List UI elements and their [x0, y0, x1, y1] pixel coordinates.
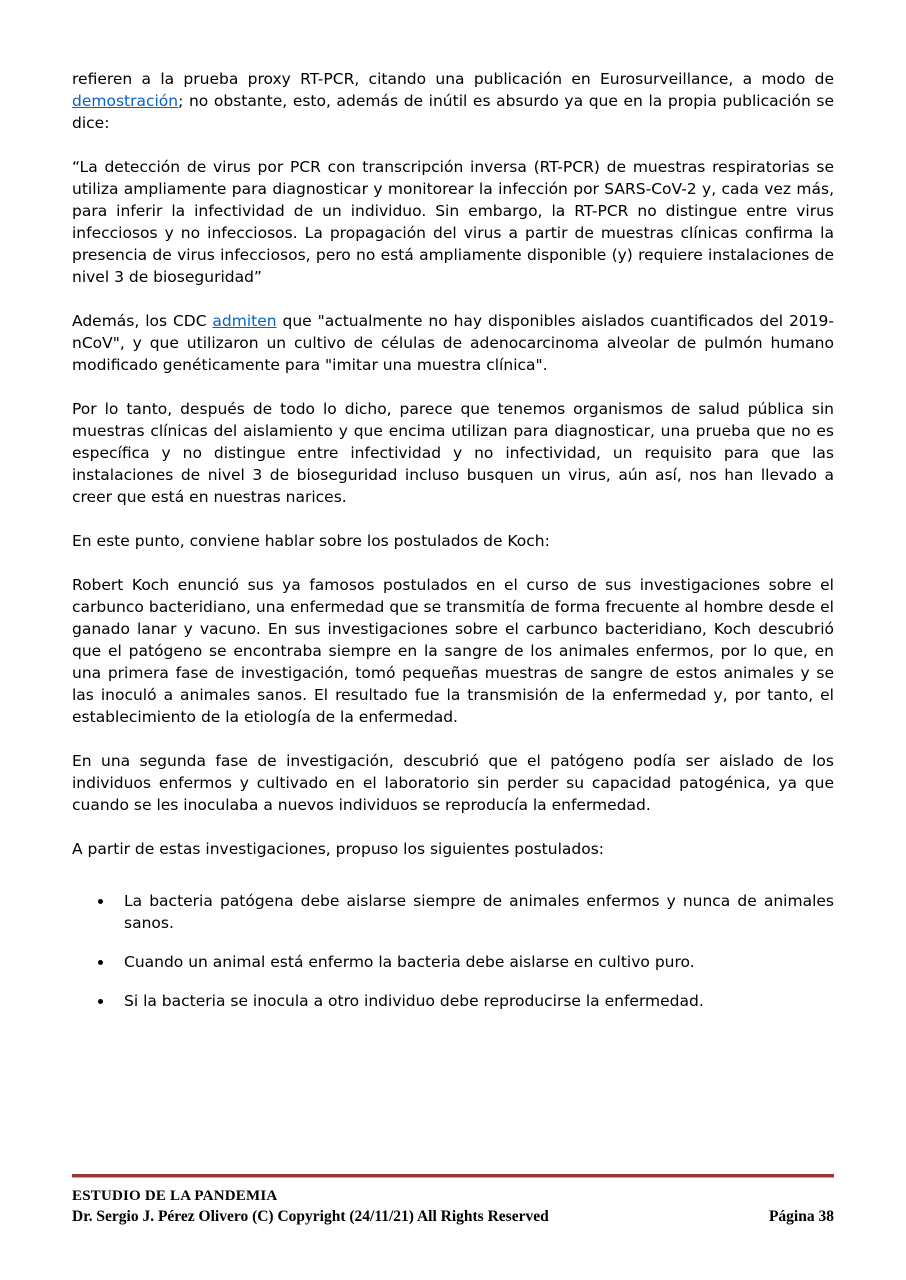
paragraph-quote-pcr: “La detección de virus por PCR con transcripción inversa (RT-PCR) de muestras respiratorias se utiliza ampliamente para diagnosticar y monitorear la infección por SARS-CoV-2 y, cada vez más, para inferir la infectividad de un individuo. Sin embargo, la RT-PCR no distingue entre virus infecciosos y no infecciosos. La propagación del virus a partir de muestras clínicas confirma la presencia de virus infecciosos, pero no está ampliamente disponible (y) requiere instalaciones de nivel 3 de bioseguridad”: [72, 158, 834, 286]
list-item: • Si la bacteria se inocula a otro individuo debe reproducirse la enfermedad.: [114, 990, 834, 1012]
paragraph-conclusion: Por lo tanto, después de todo lo dicho, parece que tenemos organismos de salud pública sin muestras clínicas del aislamiento y que encima utilizan para diagnosticar, una prueba que no es específica y no distingue entre infectividad y no infectividad, un requisito para que las instalaciones de nivel 3 de bioseguridad incluso busquen un virus, aún así, nos han llevado a creer que está en nuestras narices.: [72, 400, 834, 506]
list-item: • Cuando un animal está enfermo la bacteria debe aislarse en cultivo puro.: [114, 951, 834, 973]
footer-page-number: Página 38: [768, 1208, 834, 1225]
paragraph-text: ; no obstante, esto, además de inútil es absurdo ya que en la propia publicación se dice:: [72, 92, 834, 132]
document-body: [72, 68, 834, 1029]
footer-copyright: Dr. Sergio J. Pérez Olivero (C) Copyright (24/11/21) All Rights Reserved: [72, 1208, 549, 1225]
admiten-link[interactable]: admiten: [212, 312, 277, 330]
postulates-list: [108, 890, 834, 1012]
paragraph-koch-second-phase: En una segunda fase de investigación, descubrió que el patógeno podía ser aislado de los individuos enfermos y cultivado en el laboratorio sin perder su capacidad patogénica, ya que cuando se les inoculaba a nuevos individuos se reproducía la enfermedad.: [72, 752, 834, 814]
footer-row: [72, 1205, 834, 1228]
paragraph-text: refieren a la prueba proxy RT-PCR, citando una publicación en Eurosurveillance, a modo de: [72, 70, 834, 88]
demostracion-link[interactable]: demostración: [72, 92, 179, 110]
footer-divider: [72, 1174, 834, 1178]
paragraph-intro: [72, 68, 834, 134]
page-footer: [72, 1174, 834, 1228]
paragraph-koch-research: Robert Koch enunció sus ya famosos postulados en el curso de sus investigaciones sobre el carbunco bacteridiano, una enfermedad que se transmitía de forma frecuente al hombre desde el ganado lanar y vacuno. En sus investigaciones sobre el carbunco bacteridiano, Koch descubrió que el patógeno se encontraba siempre en la sangre de los animales enfermos, por lo que, en una primera fase de investigación, tomó pequeñas muestras de sangre de estos animales y se las inoculó a animales sanos. El resultado fue la transmisión de la enfermedad y, por tanto, el establecimiento de la etiología de la enfermedad.: [72, 576, 834, 726]
footer-title: ESTUDIO DE LA PANDEMIA: [72, 1188, 278, 1204]
paragraph-cdc: [72, 310, 834, 376]
paragraph-postulates-intro: A partir de estas investigaciones, propuso los siguientes postulados:: [72, 840, 604, 858]
list-item: • La bacteria patógena debe aislarse siempre de animales enfermos y nunca de animales sanos.: [114, 890, 834, 934]
paragraph-text: Además, los CDC: [72, 312, 213, 330]
paragraph-koch-intro: En este punto, conviene hablar sobre los postulados de Koch:: [72, 532, 550, 550]
paragraph-text: que "actualmente no hay disponibles aislados cuantificados del 2019-nCoV", y que utilizaron un cultivo de células de adenocarcinoma alveolar de pulmón humano modificado genéticamente para "imitar una muestra clínica".: [72, 312, 834, 374]
